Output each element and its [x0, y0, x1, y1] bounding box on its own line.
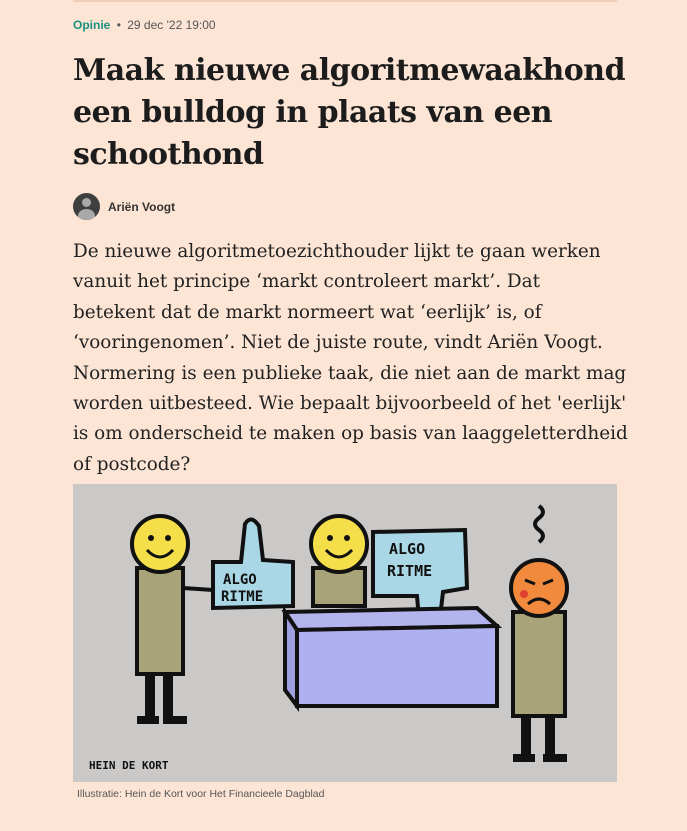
sign-right-text-1: ALGO	[389, 540, 426, 558]
top-divider	[73, 0, 617, 2]
author-byline[interactable]	[73, 193, 175, 220]
sign-left-text-1: ALGO	[223, 572, 257, 588]
meta-separator: •	[116, 18, 121, 32]
right-figure	[511, 506, 567, 762]
cartoon-drawing	[73, 484, 617, 782]
article-meta	[73, 18, 216, 32]
desk	[285, 608, 497, 706]
sign-right-text-2: RITME	[387, 562, 433, 580]
section-link[interactable]: Opinie	[73, 18, 111, 32]
image-caption: Illustratie: Hein de Kort voor Het Financieele Dagblad	[77, 788, 325, 800]
left-figure	[132, 516, 213, 724]
avatar[interactable]	[73, 193, 100, 220]
author-name[interactable]: Ariën Voogt	[108, 199, 176, 214]
article-illustration	[73, 484, 617, 782]
article-headline: Maak nieuwe algoritmewaakhond een bulldog in plaats van een schoothond	[73, 53, 626, 172]
article-intro: De nieuwe algoritmetoezichthouder lijkt te gaan werken vanuit het principe ‘markt controleert markt’. Dat betekent dat de markt normeert wat ‘eerlijk’ is, of ‘vooringenomen’. Niet de juiste route, vindt Ariën Voogt. Normering is een publieke taak, die niet aan de markt mag worden uitbesteed. Wie bepaalt bijvoorbeeld of het 'eerlijk' is om onderscheid te maken op basis van laaggeletterdheid of postcode?	[73, 241, 628, 475]
left-sign	[213, 519, 293, 608]
sign-left-text-2: RITME	[221, 589, 264, 605]
middle-figure	[311, 516, 367, 606]
publish-date: 29 dec '22 19:00	[127, 18, 216, 32]
artist-signature: HEIN DE KORT	[89, 759, 169, 772]
